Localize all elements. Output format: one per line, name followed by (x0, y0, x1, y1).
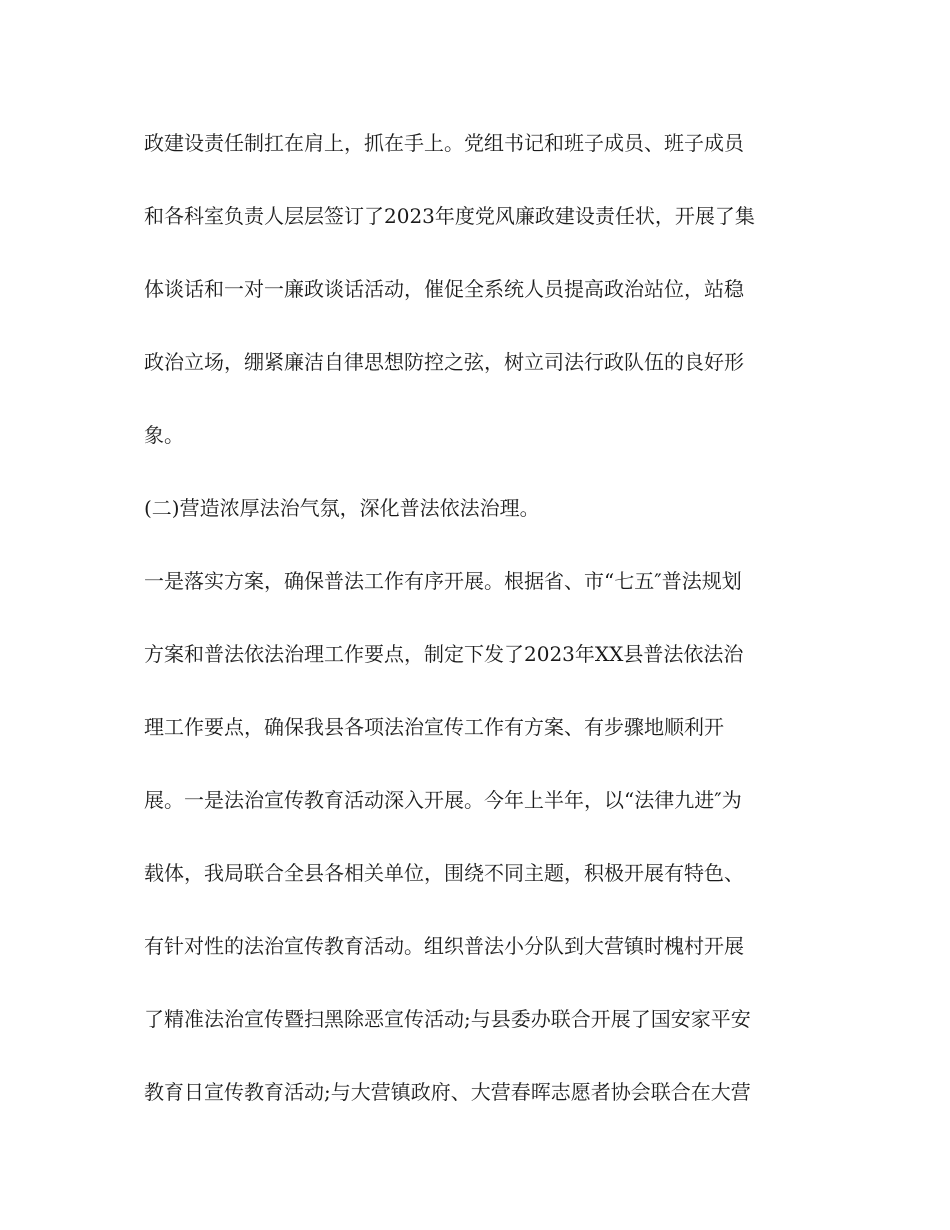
paragraph-line: 政建设责任制扛在肩上，抓在手上。党组书记和班子成员、班子成员 (144, 131, 744, 155)
paragraph-line: 和各科室负责人层层签订了2023年度党风廉政建设责任状，开展了集 (144, 204, 755, 228)
section-heading: (二)营造浓厚法治气氛，深化普法依法治理。 (144, 496, 540, 520)
paragraph-line: 体谈话和一对一廉政谈话活动，催促全系统人员提高政治站位，站稳 (144, 277, 744, 301)
paragraph-line: 方案和普法依法治理工作要点，制定下发了2023年XX县普法依法治 (144, 642, 744, 666)
paragraph-line: 教育日宣传教育活动;与大营镇政府、大营春晖志愿者协会联合在大营 (144, 1080, 751, 1104)
paragraph-line: 理工作要点，确保我县各项法治宣传工作有方案、有步骤地顺利开 (144, 715, 724, 739)
paragraph-line: 展。一是法治宣传教育活动深入开展。今年上半年，以“法律九进″为 (144, 788, 742, 812)
paragraph-line: 一是落实方案，确保普法工作有序开展。根据省、市“七五″普法规划 (144, 569, 742, 593)
paragraph-line: 政治立场，绷紧廉洁自律思想防控之弦，树立司法行政队伍的良好形 (144, 350, 744, 374)
paragraph-line: 载体，我局联合全县各相关单位，围绕不同主题，积极开展有特色、 (144, 861, 744, 885)
paragraph-line: 了精准法治宣传暨扫黑除恶宣传活动;与县委办联合开展了国安家平安 (144, 1007, 751, 1031)
paragraph-line: 象。 (144, 423, 184, 447)
paragraph-line: 有针对性的法治宣传教育活动。组织普法小分队到大营镇时槐村开展 (144, 934, 744, 958)
